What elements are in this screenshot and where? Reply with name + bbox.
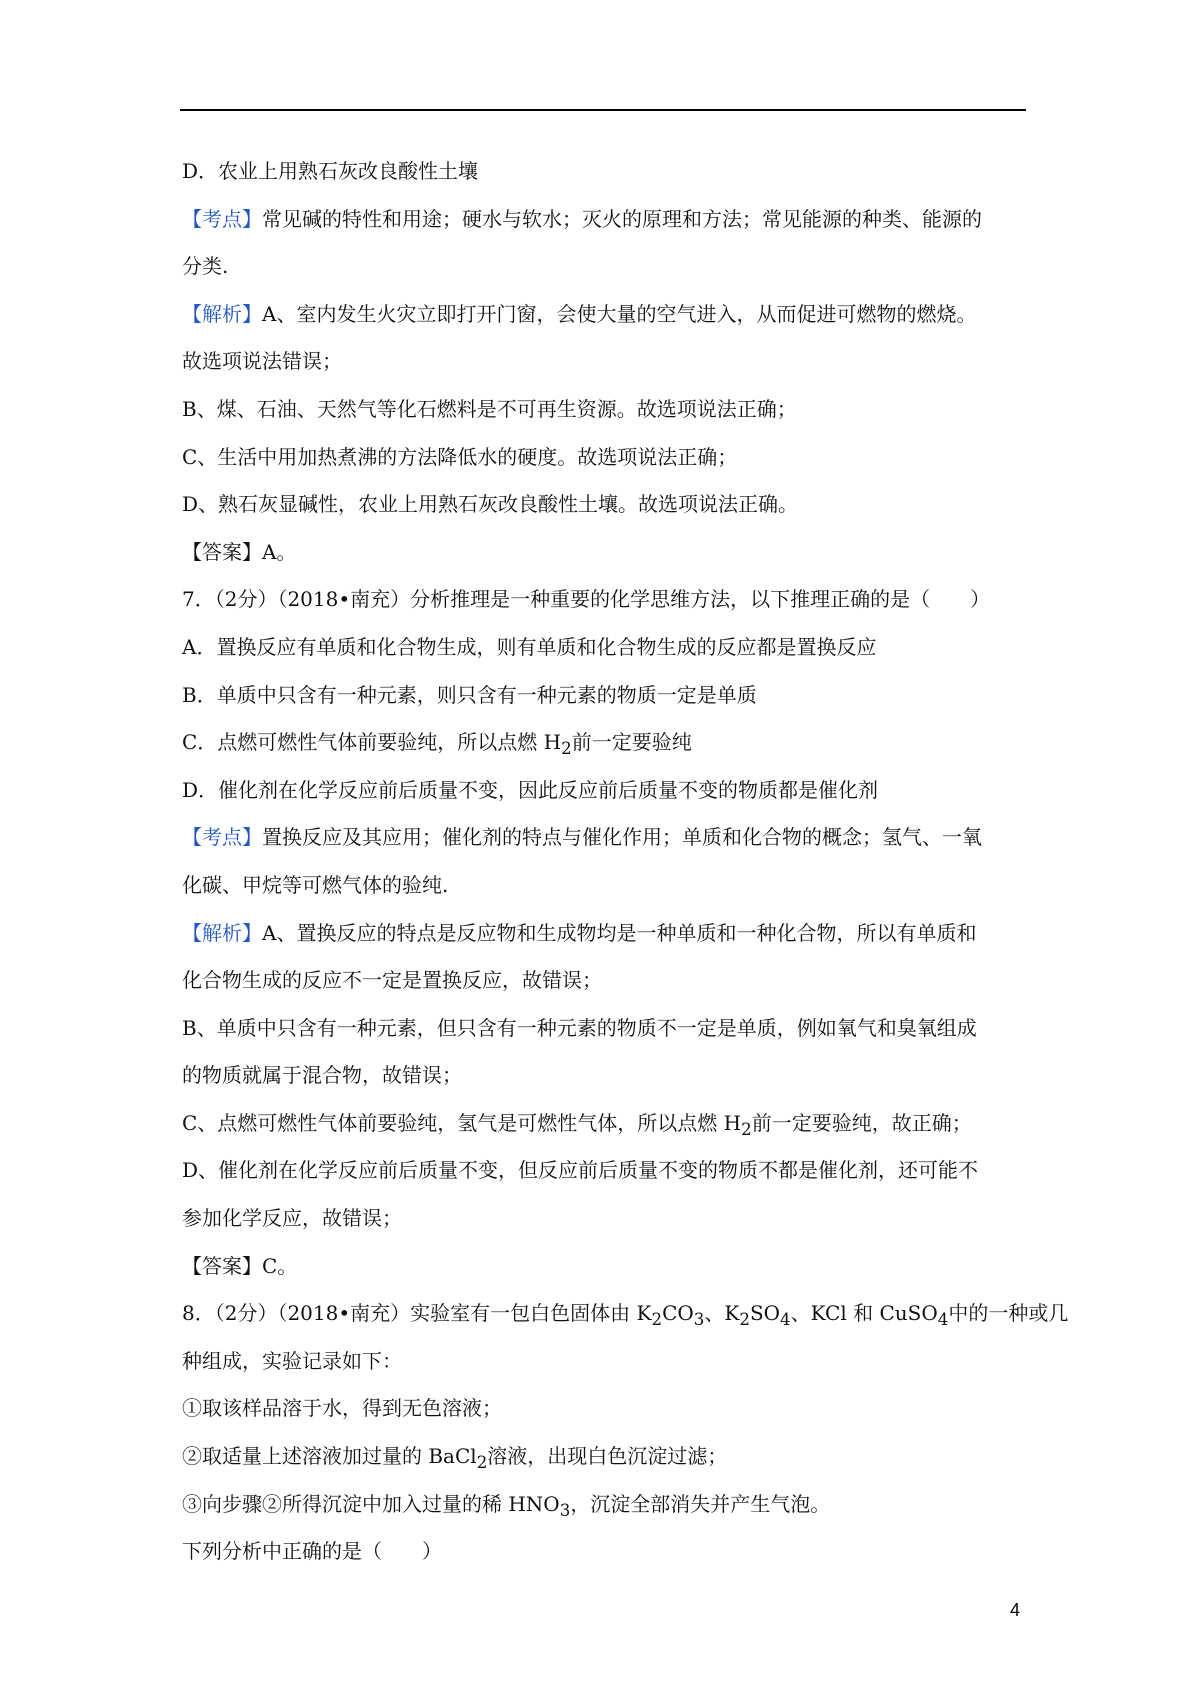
q8-step-3-text: ③向步骤②所得沉淀中加入过量的稀 HNO: [182, 1491, 560, 1516]
q7-jiexi-b: B、单质中只含有一种元素，但只含有一种元素的物质不一定是单质，例如氧气和臭氧组成: [182, 1015, 977, 1040]
q7-kaodian-cont: 化碳、甲烷等可燃气体的验纯.: [182, 872, 449, 897]
subscript: 2: [739, 1310, 750, 1330]
q7-option-b: B．单质中只含有一种元素，则只含有一种元素的物质一定是单质: [182, 682, 757, 707]
formula-text: SO: [749, 1301, 781, 1326]
q8-stem-cont: 种组成，实验记录如下：: [182, 1348, 402, 1373]
q7-kaodian-text: 置换反应及其应用；催化剂的特点与催化作用；单质和化合物的概念；氢气、一氧: [262, 825, 982, 850]
formula-text: 、KCl 和 CuSO: [790, 1301, 938, 1326]
q7-option-c-text-end: 前一定要验纯: [571, 730, 692, 755]
q7-jiexi-c: [182, 1100, 1028, 1148]
q8-stem-text: 8．（2分）（2018•南充）实验室有一包白色固体由 K: [182, 1301, 652, 1326]
q8-step-3: [182, 1481, 1028, 1529]
subscript: 2: [561, 739, 572, 759]
formula-text: 、K: [704, 1301, 740, 1326]
q7-kaodian: [182, 814, 1028, 862]
q7-jiexi-text: A、置换反应的特点是反应物和生成物均是一种单质和一种化合物，所以有单质和: [262, 920, 977, 945]
q8-step-3-text-end: ，沉淀全部消失并产生气泡。: [570, 1491, 831, 1516]
q6-jiexi: [182, 291, 1028, 339]
q6-jiexi-b: B、煤、石油、天然气等化石燃料是不可再生资源。故选项说法正确；: [182, 396, 797, 421]
q8-stem: [182, 1290, 1069, 1338]
q6-option-d: D．农业上用熟石灰改良酸性土壤: [182, 159, 479, 183]
subscript: 4: [937, 1310, 949, 1330]
jiexi-tag: 【解析】: [182, 920, 262, 945]
page-content: [182, 148, 1069, 1576]
q6-jiexi-d: D、熟石灰显碱性，农业上用熟石灰改良酸性土壤。故选项说法正确。: [182, 492, 799, 517]
kaodian-tag: 【考点】: [182, 825, 262, 850]
q6-answer: 【答案】A。: [182, 539, 297, 564]
subscript: 4: [780, 1310, 791, 1330]
q7-option-c-text: C．点燃可燃性气体前要验纯，所以点燃 H: [182, 730, 562, 755]
q6-jiexi-text: A、室内发生火灾立即打开门窗，会使大量的空气进入，从而促进可燃物的燃烧。: [262, 301, 977, 326]
q7-jiexi-b-cont: 的物质就属于混合物，故错误；: [182, 1063, 462, 1088]
q6-jiexi-c: C、生活中用加热煮沸的方法降低水的硬度。故选项说法正确；: [182, 444, 738, 469]
q6-jiexi-cont: 故选项说法错误；: [182, 349, 342, 374]
q8-step-2-text-end: 溶液，出现白色沉淀过滤；: [487, 1444, 728, 1469]
q8-step-1: ①取该样品溶于水，得到无色溶液；: [182, 1396, 502, 1421]
q7-jiexi: [182, 910, 1028, 958]
q7-answer: 【答案】C。: [182, 1253, 298, 1278]
q8-step-2: [182, 1433, 1028, 1481]
q6-kaodian: [182, 196, 1028, 244]
header-rule: [180, 109, 1026, 111]
subscript: 2: [741, 1119, 752, 1139]
q7-jiexi-cont: 化合物生成的反应不一定是置换反应，故错误；: [182, 968, 602, 993]
subscript: 3: [693, 1310, 705, 1330]
q7-jiexi-d-cont: 参加化学反应，故错误；: [182, 1206, 402, 1231]
q7-jiexi-c-text: C、点燃可燃性气体前要验纯，氢气是可燃性气体，所以点燃 H: [182, 1110, 742, 1135]
kaodian-tag: 【考点】: [182, 206, 262, 231]
q7-stem: 7．（2分）（2018•南充）分析推理是一种重要的化学思维方法，以下推理正确的是（ ）: [182, 587, 991, 612]
jiexi-tag: 【解析】: [182, 301, 262, 326]
subscript: 2: [651, 1310, 663, 1330]
q8-stem-text-end: 中的一种或几: [948, 1301, 1069, 1326]
q8-step-2-text: ②取适量上述溶液加过量的 BaCl: [182, 1444, 477, 1469]
formula-text: CO: [662, 1301, 694, 1326]
q7-option-d: D．催化剂在化学反应前后质量不变，因此反应前后质量不变的物质都是催化剂: [182, 777, 879, 802]
q7-jiexi-c-text-end: 前一定要验纯，故正确；: [751, 1110, 972, 1135]
q7-option-c: [182, 719, 1028, 767]
q8-question: 下列分析中正确的是（ ）: [182, 1539, 442, 1564]
q6-kaodian-cont: 分类.: [182, 254, 229, 279]
subscript: 3: [559, 1500, 571, 1520]
q7-jiexi-d: D、催化剂在化学反应前后质量不变，但反应前后质量不变的物质不都是催化剂，还可能不: [182, 1158, 979, 1183]
page-number: 4: [1010, 1600, 1021, 1620]
q7-option-a: A．置换反应有单质和化合物生成，则有单质和化合物生成的反应都是置换反应: [182, 634, 877, 659]
subscript: 2: [476, 1453, 488, 1473]
q6-kaodian-text: 常见碱的特性和用途；硬水与软水；灭火的原理和方法；常见能源的种类、能源的: [262, 206, 982, 231]
